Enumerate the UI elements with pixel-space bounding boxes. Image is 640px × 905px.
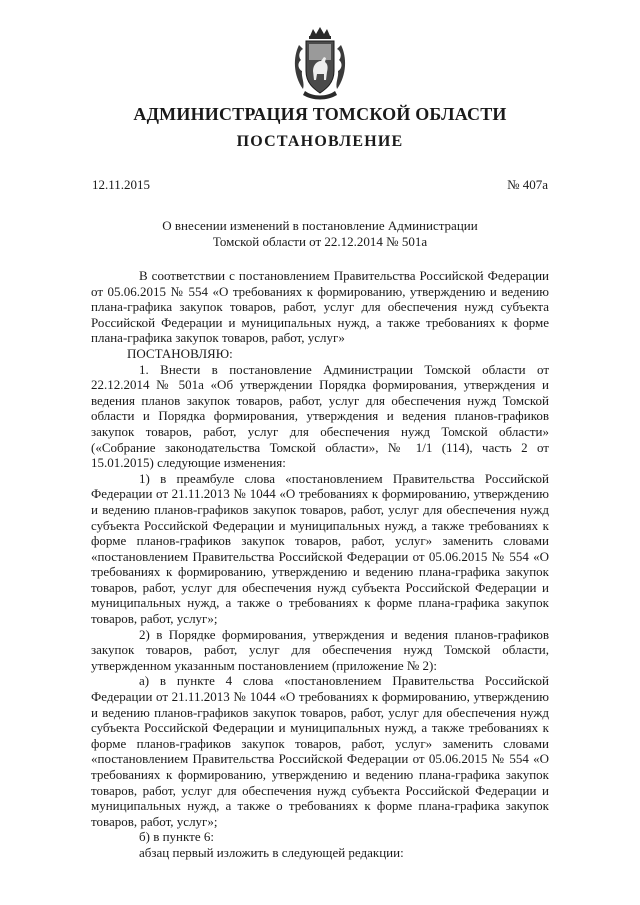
body-paragraph: 1) в преамбуле слова «постановлением Правительства Российской Федерации от 21.11.2013 № 1044 «О требованиях к формированию, утверждению и ведению планов-графиков закупок товаров, работ, услуг для обеспечения нужд субъекта Российской Федерации и муниципальных нужд, а также требованиях к форме планов-графиков закупок товаров, работ, услуг» заменить словами «постановлением Правительства Российской Федерации от 05.06.2015 № 554 «О требованиях к формированию, утверждению и ведению плана-графика закупок товаров, работ, услуг для обеспечения нужд субъекта Российской Федерации и муниципальных нужд, а также о требованиях к форме плана-графика закупок товаров, работ, услуг»; <box>91 470 549 627</box>
body-paragraph: абзац первый изложить в следующей редакции: <box>139 844 404 860</box>
document-type: ПОСТАНОВЛЕНИЕ <box>236 133 404 150</box>
resolution-heading: ПОСТАНОВЛЯЮ: <box>127 345 233 361</box>
document-subject <box>120 218 520 250</box>
body-paragraph: 2) в Порядке формирования, утверждения и ведения планов-графиков закупок товаров, работ, услуг для обеспечения нужд Томской области, утвержденном указанным постановлением (приложение № 2): <box>91 626 549 673</box>
body-paragraph: 1. Внести в постановление Администрации Томской области от 22.12.2014 № 501а «Об утверждении Порядка формирования, утверждения и ведения планов закупок товаров, работ, услуг для обеспечения нужд Томской области и Порядка формирования, утверждения и ведения планов-графиков закупок товаров, работ, услуг для обеспечения нужд Томской области» («Собрание законодательства Томской области», № 1/1 (114), часть 2 от 15.01.2015) следующие изменения: <box>91 361 549 471</box>
body-paragraph: а) в пункте 4 слова «постановлением Правительства Российской Федерации от 21.11.2013 № 1044 «О требованиях к формированию, утверждению и ведению планов-графиков закупок товаров, работ, услуг для обеспечения нужд субъекта Российской Федерации и муниципальных нужд, а также требованиях к форме планов-графиков закупок товаров, работ, услуг» заменить словами «постановлением Правительства Российской Федерации от 05.06.2015 № 554 «О требованиях к формированию, утверждению и ведению плана-графика закупок товаров, работ, услуг для обеспечения нужд субъекта Российской Федерации и муниципальных нужд, а также о требованиях к форме плана-графика закупок товаров, работ, услуг»; <box>91 673 549 829</box>
preamble-paragraph: В соответствии с постановлением Правительства Российской Федерации от 05.06.2015 № 554 «О требованиях к формированию, утверждению и ведению плана-графика закупок товаров, работ, услуг для обеспечения нужд субъекта Российской Федерации и муниципальных нужд, а также требованиях к форме плана-графика закупок товаров, работ, услуг» <box>91 268 549 346</box>
document-date: 12.11.2015 <box>92 177 151 192</box>
document-number: № 407а <box>507 177 548 192</box>
body-paragraph: б) в пункте 6: <box>139 829 214 845</box>
coat-of-arms-icon <box>293 27 347 101</box>
document-body <box>91 268 549 861</box>
organization-title: АДМИНИСТРАЦИЯ ТОМСКОЙ ОБЛАСТИ <box>133 104 507 124</box>
subject-line: О внесении изменений в постановление Администрации <box>162 218 478 233</box>
subject-line: Томской области от 22.12.2014 № 501а <box>212 234 428 249</box>
